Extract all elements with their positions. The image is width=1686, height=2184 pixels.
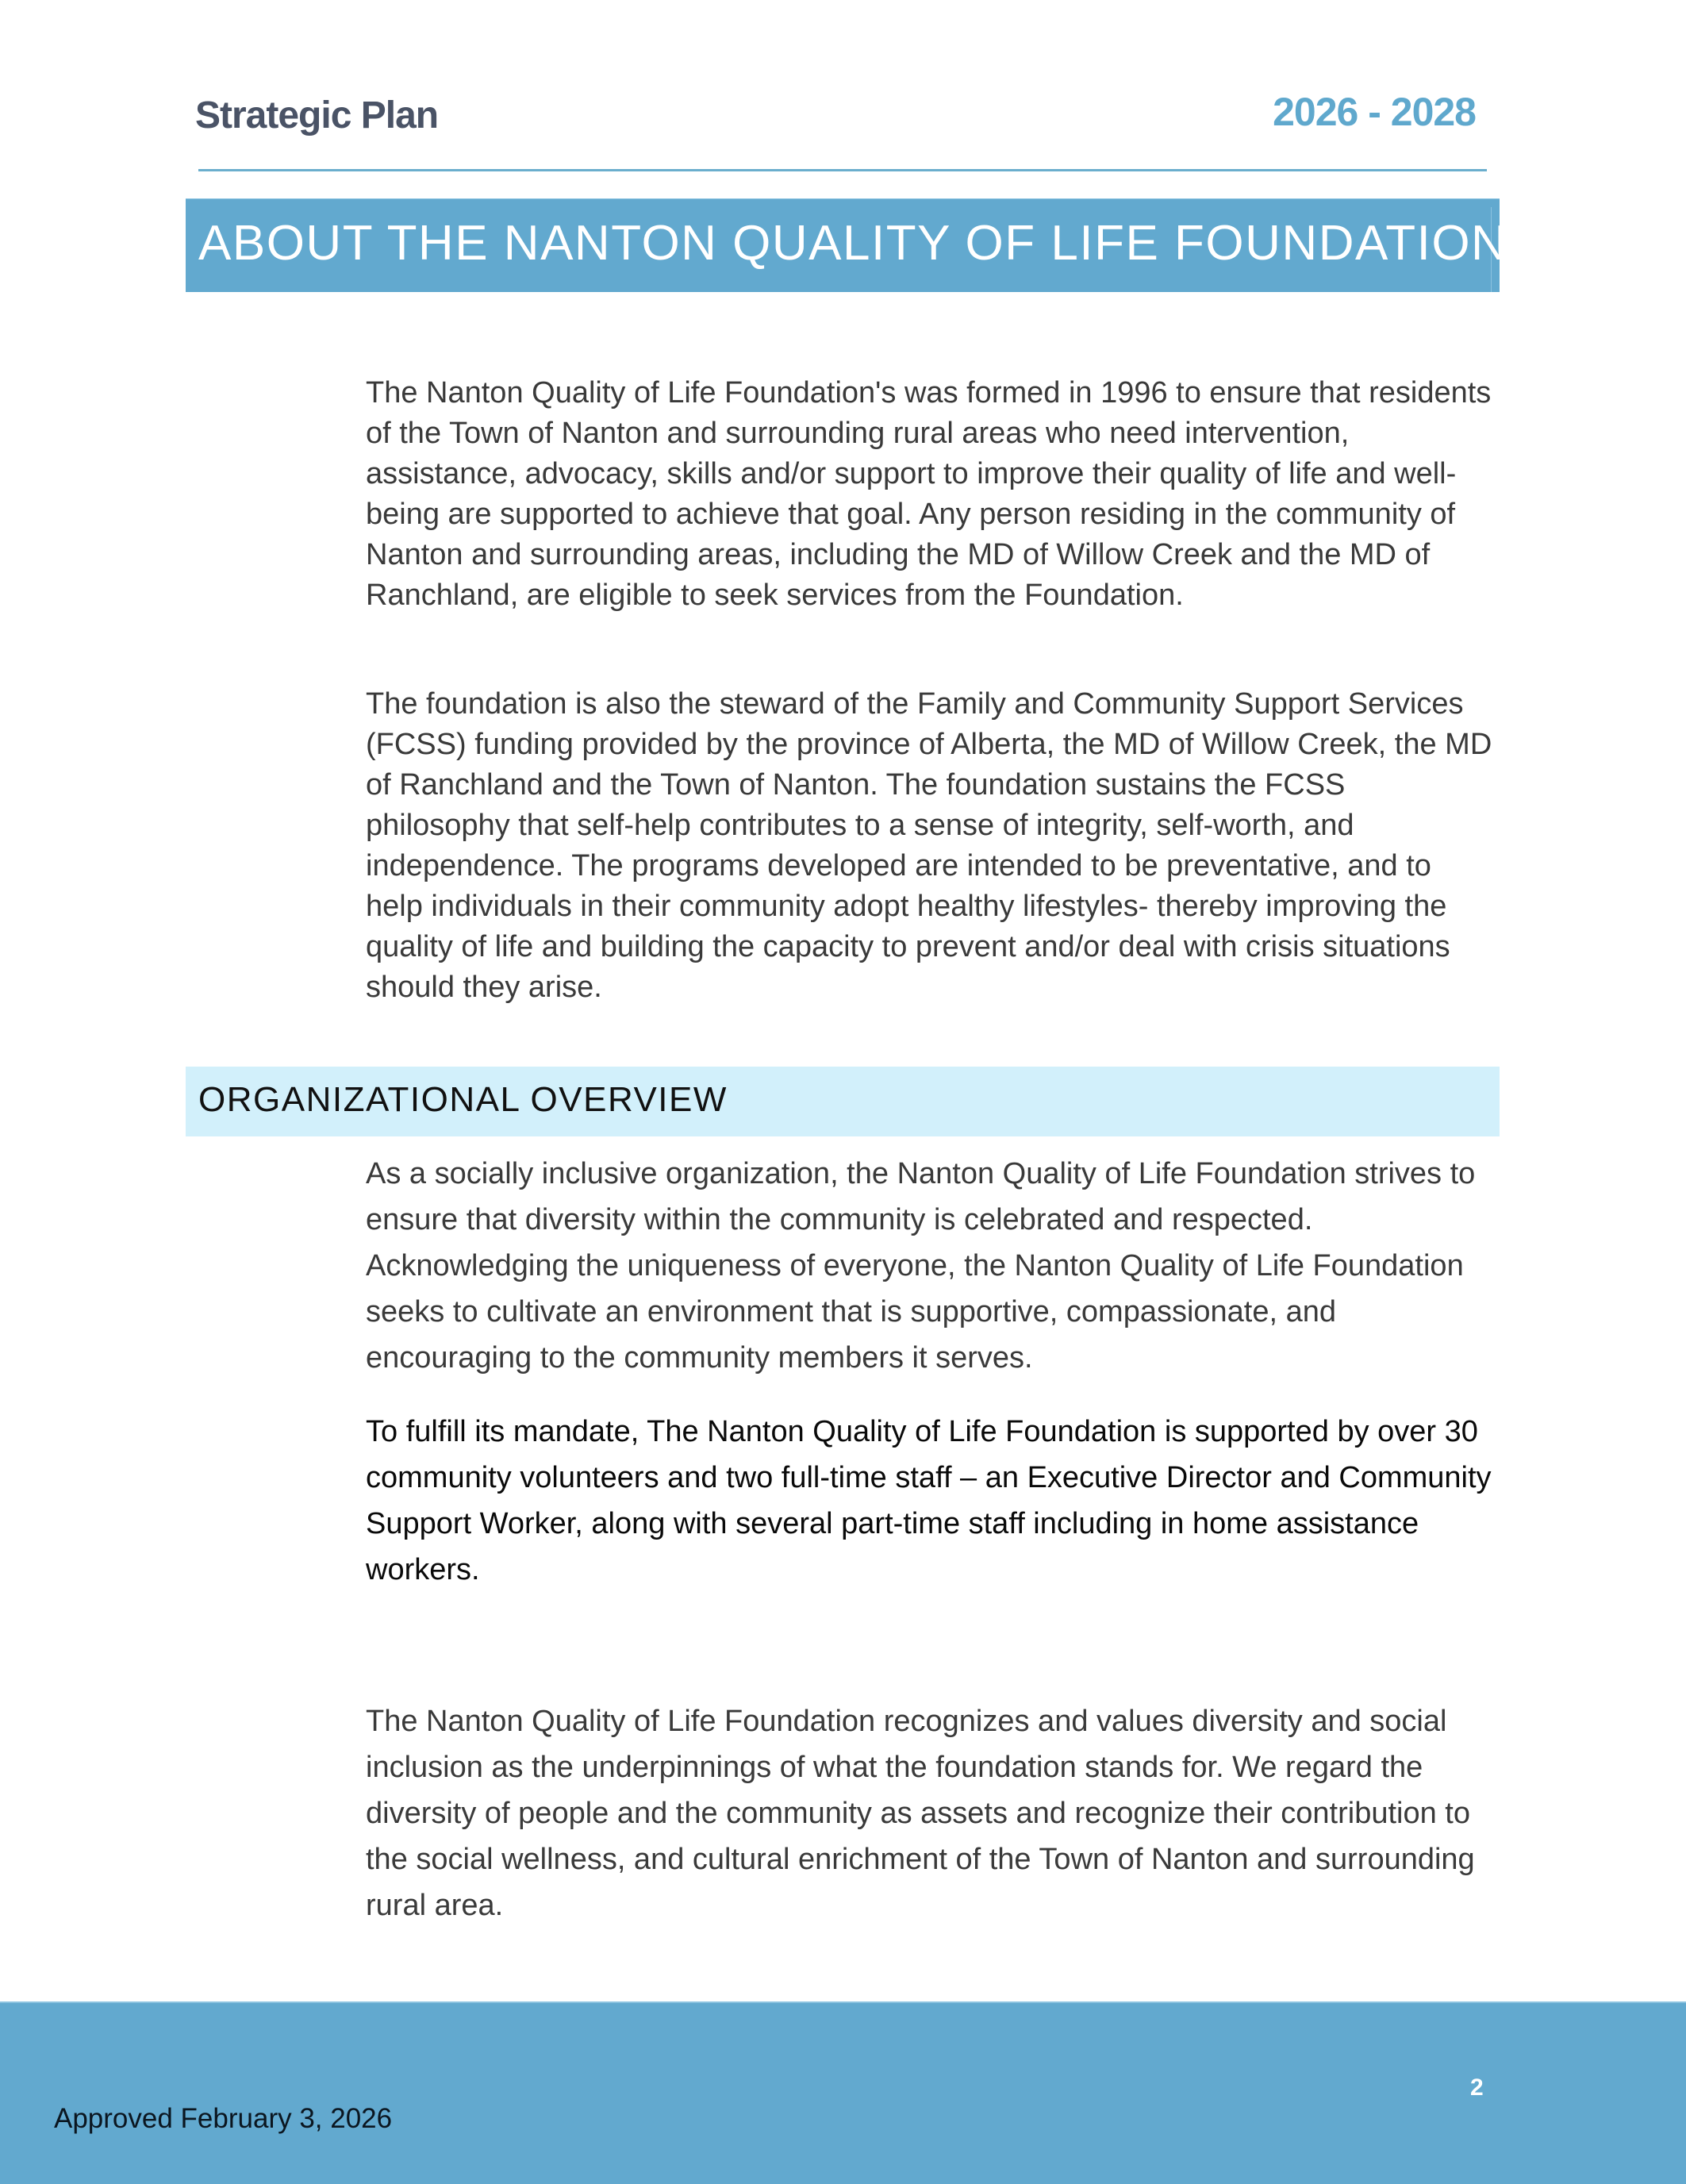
about-section-banner xyxy=(186,198,1508,292)
document-title: Strategic Plan xyxy=(195,94,439,136)
overview-section-heading: ORGANIZATIONAL OVERVIEW xyxy=(198,1080,728,1119)
about-paragraph-2: The foundation is also the steward of the Family and Community Support Services (FCSS) funding provided by the province of Alberta, the MD of Willow Creek, the MD of Ranchland and the Town of Nanton. The foundation sustains the FCSS philosophy that self-help contributes to a sense of integrity, self-worth, and independence. The programs developed are intended to be preventative, and to help individuals in their community adopt healthy lifestyles- thereby improving the quality of life and building the capacity to prevent and/or deal with crisis situations should they arise. xyxy=(366,687,1492,1004)
about-section-heading: ABOUT THE NANTON QUALITY OF LIFE FOUNDATION xyxy=(198,216,1508,271)
overview-section-banner xyxy=(186,1067,1500,1136)
header-divider xyxy=(198,169,1487,171)
overview-paragraph-2: To fulfill its mandate, The Nanton Quality of Life Foundation is supported by over 30 community volunteers and two full-time staff – an Executive Director and Community Support Worker, along with several part-time staff including in home assistance workers. xyxy=(366,1415,1492,1586)
approval-date: Approved February 3, 2026 xyxy=(54,2103,393,2134)
page-footer xyxy=(0,2001,1686,2184)
page-number: 2 xyxy=(1470,2074,1484,2101)
plan-years: 2026 - 2028 xyxy=(1273,90,1476,134)
overview-paragraph-3: The Nanton Quality of Life Foundation recognizes and values diversity and social inclusion as the underpinnings of what the foundation stands for. We regard the diversity of people and the community as assets and recognize their contribution to the social wellness, and cultural enrichment of the Town of Nanton and surrounding rural area. xyxy=(366,1705,1475,1922)
overview-paragraph-1: As a socially inclusive organization, the Nanton Quality of Life Foundation strives to ensure that diversity within the community is celebrated and respected. Acknowledging the uniqueness of everyone, the Nanton Quality of Life Foundation seeks to cultivate an environment that is supportive, compassionate, and encouraging to the community members it serves. xyxy=(366,1157,1476,1375)
about-paragraph-1: The Nanton Quality of Life Foundation's was formed in 1996 to ensure that residents of the Town of Nanton and surrounding rural areas who need intervention, assistance, advocacy, skills and/or support to improve their quality of life and well-being are supported to achieve that goal. Any person residing in the community of Nanton and surrounding areas, including the MD of Willow Creek and the MD of Ranchland, are eligible to seek services from the Foundation. xyxy=(366,376,1492,612)
